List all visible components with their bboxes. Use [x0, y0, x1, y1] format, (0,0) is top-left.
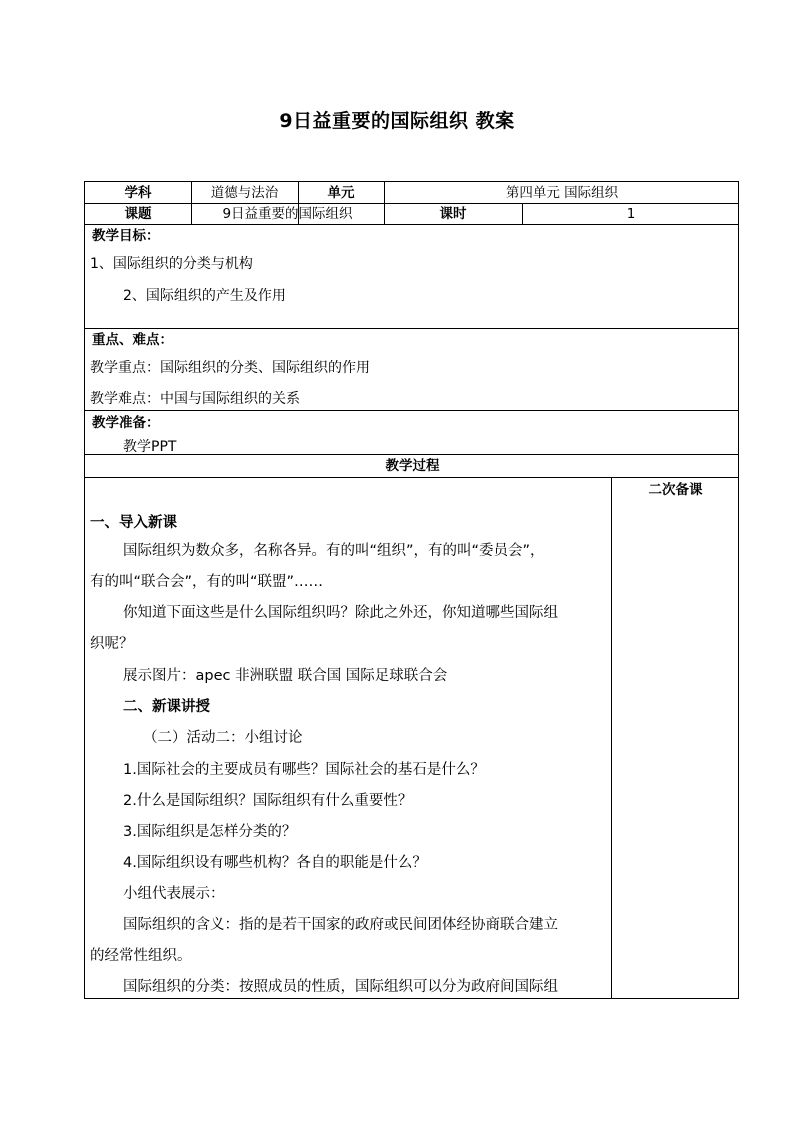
subject-value: 道德与法治 — [210, 185, 279, 201]
row-divider — [85, 410, 738, 411]
discussion-question: 3.国际组织是怎样分类的？ — [123, 824, 297, 840]
second-prep-heading: 二次备课 — [648, 482, 703, 498]
section-heading: 二、新课讲授 — [123, 699, 210, 715]
objective-item: 2、国际组织的产生及作用 — [123, 288, 286, 304]
difficulty-point: 教学难点：中国与国际组织的关系 — [90, 391, 300, 407]
discussion-question: 4.国际组织设有哪些机构？各自的职能是什么？ — [123, 855, 427, 871]
paragraph-line: 展示图片：apec 非洲联盟 联合国 国际足球联合会 — [123, 668, 448, 684]
discussion-question: 2.什么是国际组织？国际组织有什么重要性？ — [123, 793, 413, 809]
process-heading: 教学过程 — [385, 458, 440, 474]
paragraph-line: 国际组织的分类：按照成员的性质，国际组织可以分为政府间国际组 — [123, 979, 558, 995]
lesson-plan-table — [84, 181, 739, 999]
paragraph-line: 的经常性组织。 — [90, 948, 192, 964]
preparation-value: 教学PPT — [123, 439, 177, 455]
objective-item: 1、国际组织的分类与机构 — [90, 256, 253, 272]
paragraph-line: 你知道下面这些是什么国际组织吗？除此之外还，你知道哪些国际组 — [123, 605, 558, 621]
paragraph-line: 小组代表展示： — [123, 886, 225, 902]
hours-label: 课时 — [439, 206, 467, 222]
row-divider — [85, 328, 738, 329]
activity-heading: （二）活动二：小组讨论 — [143, 730, 303, 746]
topic-label: 课题 — [124, 206, 152, 222]
paragraph-line: 有的叫“联合会”，有的叫“联盟”…… — [90, 574, 324, 590]
key-points-heading: 重点、难点： — [92, 332, 173, 348]
row-divider — [85, 454, 738, 455]
document-title: 9日益重要的国际组织 教案 — [279, 110, 515, 132]
hours-value: 1 — [626, 206, 636, 222]
topic-value: 9日益重要的国际组织 — [222, 206, 353, 222]
unit-label: 单元 — [327, 185, 355, 201]
row-divider — [85, 224, 738, 225]
paragraph-line: 国际组织的含义：指的是若干国家的政府或民间团体经协商联合建立 — [123, 917, 558, 933]
column-divider — [611, 477, 612, 999]
section-heading: 一、导入新课 — [90, 515, 177, 531]
discussion-question: 1.国际社会的主要成员有哪些？国际社会的基石是什么？ — [123, 762, 485, 778]
subject-label: 学科 — [124, 185, 152, 201]
preparation-heading: 教学准备： — [92, 415, 160, 431]
paragraph-line: 织呢？ — [90, 636, 134, 652]
unit-value: 第四单元 国际组织 — [505, 185, 619, 201]
objectives-heading: 教学目标： — [92, 228, 160, 244]
row-divider — [85, 477, 738, 478]
paragraph-line: 国际组织为数众多，名称各异。有的叫“组织”，有的叫“委员会”， — [123, 543, 545, 559]
key-point: 教学重点：国际组织的分类、国际组织的作用 — [90, 360, 370, 376]
